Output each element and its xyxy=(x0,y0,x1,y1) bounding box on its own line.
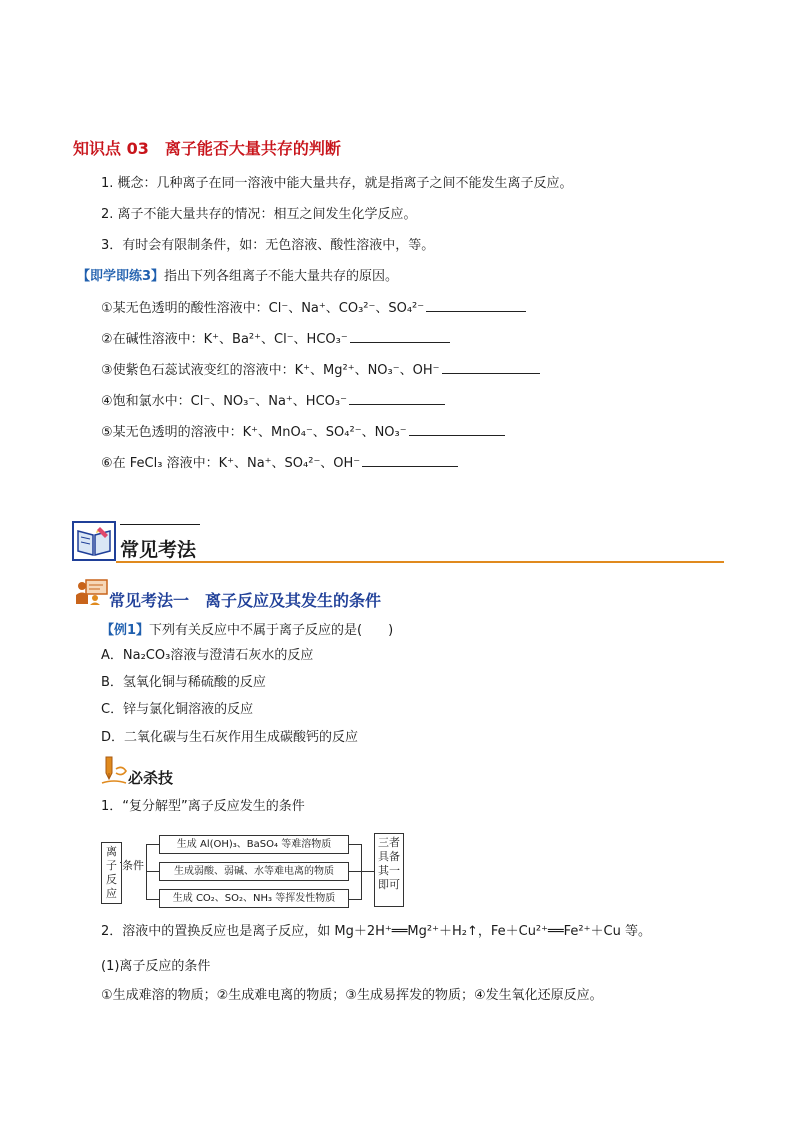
skill-sub-text: ①生成难溶的物质；②生成难电离的物质；③生成易挥发的物质；④发生氧化还原反应。 xyxy=(101,988,603,1003)
question-prefix: ③使紫色石蕊试液变红的溶液中： xyxy=(101,363,295,378)
pen-icon xyxy=(100,755,128,785)
book-icon xyxy=(72,521,116,561)
answer-blank[interactable] xyxy=(442,361,540,374)
option-d: D．二氧化碳与生石灰作用生成碳酸钙的反应 xyxy=(101,730,359,745)
kp-item-3: 3．有时会有限制条件，如：无色溶液、酸性溶液中，等。 xyxy=(101,238,435,253)
practice-question-5 xyxy=(101,423,505,442)
kp-item-1: 1. 概念：几种离子在同一溶液中能大量共存，就是指离子之间不能发生离子反应。 xyxy=(101,176,573,191)
section-top-rule xyxy=(120,524,200,525)
knowledge-point-title xyxy=(73,136,341,159)
question-ions: K⁺、MnO₄⁻、SO₄²⁻、NO₃⁻ xyxy=(242,425,407,440)
example-prompt: 下列有关反应中不属于离子反应的是( ) xyxy=(149,623,394,638)
answer-blank[interactable] xyxy=(349,392,445,405)
diagram-left-box: 离子反应 xyxy=(101,842,122,904)
answer-blank[interactable] xyxy=(350,330,450,343)
practice-heading xyxy=(77,268,398,286)
diagram-branch-2: 生成弱酸、弱碱、水等难电离的物质 xyxy=(159,862,349,881)
practice-tag: 【即学即练3】 xyxy=(77,269,165,284)
question-prefix: ④饱和氯水中： xyxy=(101,394,191,409)
question-ions: K⁺、Mg²⁺、NO₃⁻、OH⁻ xyxy=(294,363,440,378)
option-c: C．锌与氯化铜溶液的反应 xyxy=(101,702,254,717)
example-tag: 【例1】 xyxy=(101,623,150,638)
knowledge-point-number: 知识点 03 xyxy=(73,139,149,158)
diagram-bracket-right xyxy=(361,844,362,900)
diagram-branch-1: 生成 Al(OH)₃、BaSO₄ 等难溶物质 xyxy=(159,835,349,854)
option-a: A．Na₂CO₃溶液与澄清石灰水的反应 xyxy=(101,648,314,663)
question-prefix: ①某无色透明的酸性溶液中： xyxy=(101,301,269,316)
question-prefix: ⑤某无色透明的溶液中： xyxy=(101,425,243,440)
question-ions: K⁺、Ba²⁺、Cl⁻、HCO₃⁻ xyxy=(203,332,348,347)
skill-sub-title: (1)离子反应的条件 xyxy=(101,959,211,974)
teacher-icon xyxy=(76,579,108,605)
question-prefix: ②在碱性溶液中： xyxy=(101,332,204,347)
question-ions: K⁺、Na⁺、SO₄²⁻、OH⁻ xyxy=(218,456,361,471)
practice-question-4 xyxy=(101,392,445,411)
practice-prompt: 指出下列各组离子不能大量共存的原因。 xyxy=(164,269,399,284)
answer-blank[interactable] xyxy=(362,454,458,467)
method-title: 常见考法一 离子反应及其发生的条件 xyxy=(109,591,382,610)
practice-question-2 xyxy=(101,330,450,349)
diagram-branch-3: 生成 CO₂、SO₂、NH₃ 等挥发性物质 xyxy=(159,889,349,908)
question-prefix: ⑥在 FeCl₃ 溶液中： xyxy=(101,456,219,471)
practice-question-6 xyxy=(101,454,458,473)
example-heading xyxy=(101,622,393,640)
kp-item-2: 2. 离子不能大量共存的情况：相互之间发生化学反应。 xyxy=(101,207,417,222)
practice-question-1 xyxy=(101,299,526,318)
diagram-right-box: 三者具备其一即可 xyxy=(374,833,404,907)
diagram-condition-label: 条件 xyxy=(122,859,144,872)
section-divider xyxy=(116,561,724,563)
question-ions: Cl⁻、NO₃⁻、Na⁺、HCO₃⁻ xyxy=(190,394,347,409)
answer-blank[interactable] xyxy=(426,299,526,312)
skill-point-1: 1．“复分解型”离子反应发生的条件 xyxy=(101,799,305,814)
knowledge-point-heading: 离子能否大量共存的判断 xyxy=(164,139,341,158)
skill-title: 必杀技 xyxy=(128,769,174,787)
practice-question-3 xyxy=(101,361,540,380)
skill-point-2: 2．溶液中的置换反应也是离子反应，如 Mg＋2H⁺══Mg²⁺＋H₂↑，Fe＋Cu²⁺══Fe²⁺＋Cu 等。 xyxy=(101,924,651,939)
question-ions: Cl⁻、Na⁺、CO₃²⁻、SO₄²⁻ xyxy=(268,301,425,316)
option-b: B．氢氧化铜与稀硫酸的反应 xyxy=(101,675,266,690)
section-title: 常见考法 xyxy=(120,539,197,561)
diagram-bracket-left xyxy=(146,844,147,900)
answer-blank[interactable] xyxy=(409,423,505,436)
